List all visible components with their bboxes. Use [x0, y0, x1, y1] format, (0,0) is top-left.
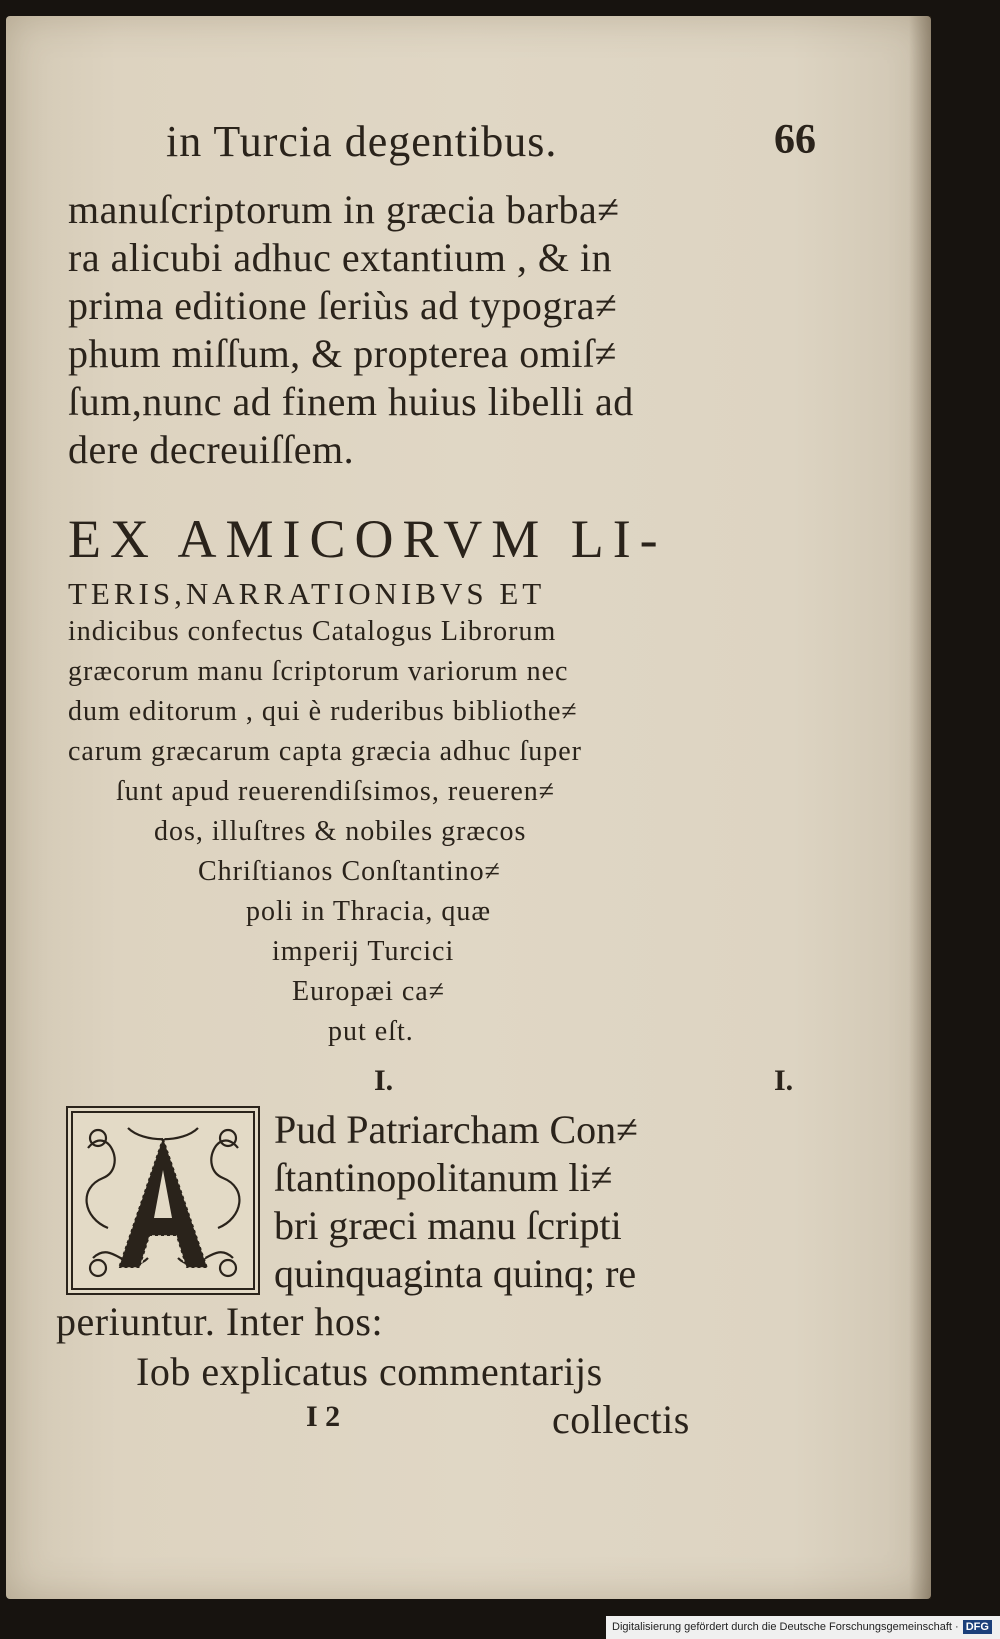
- catalog-line: imperij Turcici: [272, 936, 455, 967]
- intro-line: dere decreuiſſem.: [68, 427, 355, 472]
- body-line: periuntur. Inter hos:: [56, 1299, 384, 1344]
- running-head: in Turcia degentibus.: [166, 117, 558, 166]
- decorated-initial-A: [66, 1106, 260, 1295]
- section-title-line: EX AMICORVM LI-: [68, 509, 667, 569]
- catalog-line: dos, illuſtres & nobiles græcos: [154, 816, 527, 847]
- ornamental-initial-icon: [68, 1108, 258, 1293]
- dfg-logo: DFG: [963, 1620, 992, 1634]
- book-page: [6, 16, 931, 1599]
- catchword: collectis: [552, 1397, 690, 1442]
- credit-text: Digitalisierung gefördert durch die Deutsche Forschungsgemeinschaft ·: [612, 1621, 959, 1633]
- intro-line: prima editione ſeriùs ad typogra≠: [68, 283, 618, 328]
- digitization-credit: [606, 1616, 1000, 1639]
- catalog-line: dum editorum , qui è ruderibus bibliothe≠: [68, 696, 578, 727]
- intro-line: manuſcriptorum in græcia barba≠: [68, 187, 620, 232]
- catalog-line: Chriſtianos Conſtantino≠: [198, 856, 502, 887]
- section-number: I.: [374, 1064, 394, 1097]
- catalog-line: Europæi ca≠: [292, 976, 446, 1007]
- dropcap-line: quinquaginta quinq; re: [274, 1251, 637, 1296]
- catalog-line: græcorum manu ſcriptorum variorum nec: [68, 656, 569, 687]
- page-number: 66: [774, 117, 816, 163]
- catalog-line: indicibus confectus Catalogus Librorum: [68, 616, 557, 647]
- dropcap-line: bri græci manu ſcripti: [274, 1203, 622, 1248]
- page-gutter-shadow: [909, 16, 931, 1599]
- catalog-line: poli in Thracia, quæ: [246, 896, 491, 927]
- intro-line: ra alicubi adhuc extantium , & in: [68, 235, 613, 280]
- dropcap-line: Pud Patriarcham Con≠: [274, 1107, 639, 1152]
- intro-line: ſum,nunc ad finem huius libelli ad: [68, 379, 634, 424]
- intro-line: phum miſſum, & propterea omiſ≠: [68, 331, 618, 376]
- signature-mark: I 2: [306, 1400, 341, 1433]
- catalog-line: put eſt.: [328, 1016, 414, 1047]
- catalog-line: carum græcarum capta græcia adhuc ſuper: [68, 736, 583, 767]
- section-title-line: TERIS,NARRATIONIBVS ET: [68, 576, 546, 611]
- dropcap-line: ſtantinopolitanum li≠: [274, 1155, 613, 1200]
- body-line: Iob explicatus commentarijs: [136, 1349, 603, 1394]
- catalog-line: ſunt apud reuerendiſsimos, reueren≠: [116, 776, 556, 807]
- section-number-margin: I.: [774, 1064, 794, 1097]
